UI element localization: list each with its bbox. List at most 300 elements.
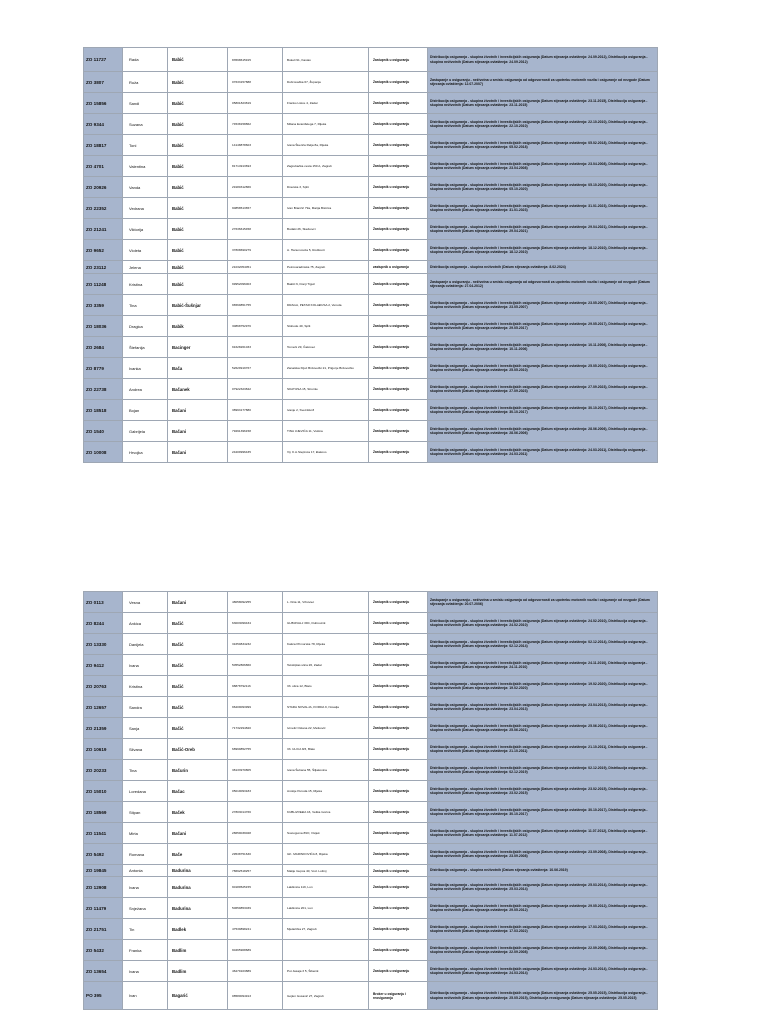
row-role: Zastupnik u osiguranju bbox=[369, 177, 428, 198]
row-id: ZO 13654 bbox=[84, 961, 123, 982]
row-last-name: Bačani bbox=[168, 400, 228, 421]
row-description bbox=[428, 93, 658, 114]
row-description-text: Distribucija osiguranja - skupina životnih i investicijskih osiguranja (Datum stjecanja ovlaštenja: 29.05.2017), Distribucija osiguranja - skupina neživotnih (Datum stjecanja ovlaštenja: 29.05.2017) bbox=[430, 321, 648, 330]
row-id: ZO 1540 bbox=[84, 421, 123, 442]
table-row bbox=[84, 844, 658, 865]
row-id: ZO 3807 bbox=[84, 72, 123, 93]
row-role: Zastupnik u osiguranju bbox=[369, 802, 428, 823]
row-oib: 07922323842 bbox=[228, 379, 283, 400]
row-description-text: Distribucija osiguranja - skupina životnih i investicijskih osiguranja (Datum stjecanja ovlaštenja: 19.02.2020), Distribucija osiguranja - skupina neživotnih (Datum stjecanja ovlaštenja: 19.02.2020) bbox=[430, 681, 648, 690]
table-row bbox=[84, 274, 658, 295]
row-first-name: Jelena bbox=[123, 261, 168, 274]
row-address: Tomerk 29, Čakovec bbox=[283, 337, 369, 358]
row-description bbox=[428, 337, 658, 358]
row-id: ZO 18036 bbox=[84, 316, 123, 337]
table-row bbox=[84, 760, 658, 781]
row-role: Zastupnik u osiguranju bbox=[369, 592, 428, 613]
row-description bbox=[428, 421, 658, 442]
row-description bbox=[428, 940, 658, 961]
row-oib: 27803014766 bbox=[228, 802, 283, 823]
row-address: Zagrebačka cesta 150 A, Zagreb bbox=[283, 156, 369, 177]
row-address: STARA NOVALJA, KORDA 9, Novalja bbox=[283, 697, 369, 718]
table-row bbox=[84, 135, 658, 156]
row-role: Zastupnik u osiguranju bbox=[369, 781, 428, 802]
row-description bbox=[428, 982, 658, 1010]
row-oib: 48058092255 bbox=[228, 592, 283, 613]
table-row bbox=[84, 940, 658, 961]
row-oib: 96209093999 bbox=[228, 697, 283, 718]
row-last-name: Bacinger bbox=[168, 337, 228, 358]
row-last-name: Bačani bbox=[168, 442, 228, 463]
table-row bbox=[84, 877, 658, 898]
table-row bbox=[84, 72, 658, 93]
row-role: Zastupnik u osiguranju bbox=[369, 48, 428, 72]
row-first-name: Ivana bbox=[123, 655, 168, 676]
row-description-text: Distribucija osiguranja - skupina životnih i investicijskih osiguranja (Datum stjecanja ovlaštenja: 18.12.2010), Distribucija osiguranja - skupina neživotnih (Datum stjecanja ovlaštenja: 18.12.2010) bbox=[430, 245, 648, 254]
row-last-name: Badurina bbox=[168, 877, 228, 898]
table-row bbox=[84, 316, 658, 337]
row-role: Zastupnik u osiguranju bbox=[369, 718, 428, 739]
row-role: Zastupnik u osiguranju bbox=[369, 316, 428, 337]
row-description bbox=[428, 781, 658, 802]
row-id: ZO 19845 bbox=[84, 865, 123, 877]
row-last-name: Babić bbox=[168, 72, 228, 93]
row-first-name: Silvana bbox=[123, 739, 168, 760]
row-address: Tekstiplas ulica 26, Zadar bbox=[283, 655, 369, 676]
row-role: Zastupnik u osiguranju bbox=[369, 135, 428, 156]
row-description bbox=[428, 592, 658, 613]
table-row bbox=[84, 400, 658, 421]
row-role: Zastupnik u osiguranju bbox=[369, 940, 428, 961]
row-id: ZO 11479 bbox=[84, 898, 123, 919]
row-role: Zastupnik u osiguranju bbox=[369, 655, 428, 676]
row-oib: 30868752976 bbox=[228, 316, 283, 337]
row-description-text: Distribucija osiguranja - skupina neživotnih (Datum stjecanja ovlaštenja: 8.02.2024) bbox=[430, 264, 566, 269]
row-first-name: Kristina bbox=[123, 274, 168, 295]
row-first-name: Antonia bbox=[123, 865, 168, 877]
row-oib: 52629919767 bbox=[228, 358, 283, 379]
table-row bbox=[84, 919, 658, 940]
row-role: Zastupnik u osiguranju bbox=[369, 240, 428, 261]
row-last-name: Baček bbox=[168, 802, 228, 823]
row-oib: 99952096003 bbox=[228, 274, 283, 295]
row-description bbox=[428, 613, 658, 634]
row-role: Zastupnik u osiguranju bbox=[369, 421, 428, 442]
row-description bbox=[428, 261, 658, 274]
row-id: ZO 9344 bbox=[84, 114, 123, 135]
row-first-name: Mirta bbox=[123, 823, 168, 844]
row-last-name: Badurina bbox=[168, 865, 228, 877]
row-address: Lakšinica 201, Lun bbox=[283, 898, 369, 919]
row-oib: 29538751630 bbox=[228, 844, 283, 865]
table-row bbox=[84, 898, 658, 919]
row-role: Zastupnik u osiguranju bbox=[369, 844, 428, 865]
row-role: Zastupnik u osiguranju bbox=[369, 295, 428, 316]
row-first-name: Suzana bbox=[123, 114, 168, 135]
row-description bbox=[428, 156, 658, 177]
row-last-name: Babić bbox=[168, 198, 228, 219]
row-last-name: Babić bbox=[168, 156, 228, 177]
row-last-name: Bačić bbox=[168, 634, 228, 655]
row-description-text: Distribucija osiguranja - skupina životnih i investicijskih osiguranja (Datum stjecanja ovlaštenja: 25.05.2015), Distribucija osiguranja - skupina neživotnih (Datum stjecanja ovlaštenja: 25.05.2015), Distribucija reosiguranja (Datum stjecanja ovlaštenja: 25.05.2015) bbox=[430, 991, 648, 1000]
row-role: Zastupnik u osiguranju bbox=[369, 379, 428, 400]
register-page-2 bbox=[83, 591, 657, 1010]
row-first-name: Toni bbox=[123, 135, 168, 156]
row-address: Ivan Brančić 79a, Marija Bistrica bbox=[283, 198, 369, 219]
row-last-name: Babić bbox=[168, 48, 228, 72]
row-description bbox=[428, 219, 658, 240]
row-address: Ivana Škerića Relja 8a, Rijeka bbox=[283, 135, 369, 156]
row-id: ZO 18817 bbox=[84, 135, 123, 156]
row-role: Zastupnik u osiguranju bbox=[369, 156, 428, 177]
row-last-name: Bačić bbox=[168, 676, 228, 697]
row-last-name: Bačić bbox=[168, 613, 228, 634]
row-id: ZO 8779 bbox=[84, 358, 123, 379]
row-description bbox=[428, 961, 658, 982]
row-address: KUBLIZVEĐA 16, Velika Gorica bbox=[283, 802, 369, 823]
row-first-name: Ankica bbox=[123, 613, 168, 634]
row-id: ZO 21241 bbox=[84, 219, 123, 240]
row-id: PO 395 bbox=[84, 982, 123, 1010]
row-description bbox=[428, 72, 658, 93]
row-role: Zastupnik u osiguranju bbox=[369, 400, 428, 421]
row-address: Budaki 26, Slavkovci bbox=[283, 219, 369, 240]
row-oib: 50659853039 bbox=[228, 898, 283, 919]
row-description bbox=[428, 177, 658, 198]
row-id: ZO 10008 bbox=[84, 442, 123, 463]
row-description bbox=[428, 844, 658, 865]
row-first-name: Rada bbox=[123, 48, 168, 72]
row-role: Zastupnik u osiguranju bbox=[369, 114, 428, 135]
table-row bbox=[84, 295, 658, 316]
row-id: ZO 3359 bbox=[84, 295, 123, 316]
row-id: ZO 13330 bbox=[84, 634, 123, 655]
row-id: ZO 9412 bbox=[84, 655, 123, 676]
row-first-name: Ivana bbox=[123, 961, 168, 982]
row-description-text: Distribucija osiguranja - skupina životnih i investicijskih osiguranja (Datum stjecanja ovlaštenja: 24.03.2014), Distribucija osiguranja - skupina neživotnih (Datum stjecanja ovlaštenja: 24.03.2014) bbox=[430, 966, 648, 975]
row-description bbox=[428, 760, 658, 781]
row-description bbox=[428, 802, 658, 823]
row-oib: 68999852755 bbox=[228, 739, 283, 760]
register-table-body bbox=[84, 48, 658, 463]
row-role: Zastupnik u osiguranju bbox=[369, 823, 428, 844]
row-description-text: Distribucija osiguranja - skupina životnih i investicijskih osiguranja (Datum stjecanja ovlaštenja: 23.05.2007), Distribucija osiguranja - skupina neživotnih (Datum stjecanja ovlaštenja: 23.05.2007) bbox=[430, 300, 648, 309]
row-id: ZO 0113 bbox=[84, 592, 123, 613]
row-oib: 07633157888 bbox=[228, 72, 283, 93]
row-role: Zastupnik u osiguranju bbox=[369, 634, 428, 655]
row-oib: 63003099434 bbox=[228, 613, 283, 634]
row-first-name: Violeta bbox=[123, 240, 168, 261]
table-row bbox=[84, 961, 658, 982]
row-last-name: Babić bbox=[168, 114, 228, 135]
table-row bbox=[84, 240, 658, 261]
table-row bbox=[84, 739, 658, 760]
row-last-name: Badurina bbox=[168, 898, 228, 919]
table-row bbox=[84, 219, 658, 240]
row-description-text: Distribucija osiguranja - skupina životnih i investicijskih osiguranja (Datum stjecanja ovlaštenja: 30.10.2017), Distribucija osiguranja - skupina neživotnih (Datum stjecanja ovlaštenja: 30.10.2017) bbox=[430, 405, 648, 414]
row-oib: 47539898241 bbox=[228, 919, 283, 940]
row-id: ZO 22352 bbox=[84, 198, 123, 219]
row-address: Dravska 3, Split bbox=[283, 177, 369, 198]
register-table-2 bbox=[83, 591, 658, 1010]
table-row bbox=[84, 198, 658, 219]
row-role: Zastupnik u osiguranju bbox=[369, 358, 428, 379]
row-address: A. Hanumovića 5, Rodilovci bbox=[283, 240, 369, 261]
row-address bbox=[283, 940, 369, 961]
row-last-name: Babić bbox=[168, 93, 228, 114]
row-first-name: Franka bbox=[123, 940, 168, 961]
row-oib: 29180312866 bbox=[228, 177, 283, 198]
row-address: Lakšinica 119, Lun bbox=[283, 877, 369, 898]
table-row bbox=[84, 379, 658, 400]
row-description bbox=[428, 739, 658, 760]
table-row bbox=[84, 156, 658, 177]
table-row bbox=[84, 697, 658, 718]
row-first-name: Bojan bbox=[123, 400, 168, 421]
row-last-name: Bačić bbox=[168, 697, 228, 718]
row-first-name: Kristina bbox=[123, 676, 168, 697]
row-oib: 28659039028 bbox=[228, 823, 283, 844]
row-description bbox=[428, 316, 658, 337]
row-description-text: Distribucija osiguranja - skupina životnih i investicijskih osiguranja (Datum stjecanja ovlaštenja: 23.04.2008), Distribucija osiguranja - skupina neživotnih (Datum stjecanja ovlaštenja: 23.04.2008) bbox=[430, 161, 648, 170]
row-first-name: Ivana bbox=[123, 877, 168, 898]
row-id: ZO 12908 bbox=[84, 877, 123, 898]
row-description-text: Distribucija osiguranja - skupina neživotnih (Datum stjecanja ovlaštenja: 10.06.2019) bbox=[430, 868, 568, 873]
row-oib: 27636615458 bbox=[228, 219, 283, 240]
row-description-text: Distribucija osiguranja - skupina životnih i investicijskih osiguranja (Datum stjecanja ovlaštenja: 02.12.2019), Distribucija osiguranja - skupina neživotnih (Datum stjecanja ovlaštenja: 02.12.2019) bbox=[430, 765, 648, 774]
row-description-text: Distribucija osiguranja - skupina životnih i investicijskih osiguranja (Datum stjecanja ovlaštenja: 25.05.2010), Distribucija osiguranja - skupina neživotnih (Datum stjecanja ovlaštenja: 25.05.2010) bbox=[430, 363, 648, 372]
row-id: ZO 20763 bbox=[84, 676, 123, 697]
row-description bbox=[428, 400, 658, 421]
row-last-name: Bagarić bbox=[168, 982, 228, 1010]
row-last-name: Babić-Šušnjar bbox=[168, 295, 228, 316]
row-address: Put Jasaja 3 5, Šibenik bbox=[283, 961, 369, 982]
row-description-text: Zastupanje u osiguranju - neživotna u smislu osiguranja od odgovornosti za upotrebu motornih vozila i osiguranje od nezgode (Datum stjecanja ovlaštenja: 27.04.2012) bbox=[430, 279, 650, 288]
row-address: 33. ulica 12, Blato bbox=[283, 676, 369, 697]
row-id: ZO 11541 bbox=[84, 823, 123, 844]
row-id: ZO 10619 bbox=[84, 739, 123, 760]
row-first-name: Tina bbox=[123, 295, 168, 316]
row-role: Zastupnik u osiguranju bbox=[369, 760, 428, 781]
row-last-name: Bačani bbox=[168, 823, 228, 844]
row-description bbox=[428, 655, 658, 676]
row-description bbox=[428, 295, 658, 316]
row-oib: 46279103889 bbox=[228, 961, 283, 982]
row-oib: 81714913693 bbox=[228, 156, 283, 177]
row-oib: 78692518257 bbox=[228, 865, 283, 877]
row-first-name: Gabrijela bbox=[123, 421, 168, 442]
row-first-name: Ivanka bbox=[123, 358, 168, 379]
row-oib: 21032054051 bbox=[228, 261, 283, 274]
row-last-name: Bače bbox=[168, 844, 228, 865]
row-first-name: Sanja bbox=[123, 718, 168, 739]
table-row bbox=[84, 421, 658, 442]
row-address: Slobode 40, Split bbox=[283, 316, 369, 337]
row-oib: 05801823819 bbox=[228, 93, 283, 114]
row-description-text: Zastupanje u osiguranju - neživotna u smislu osiguranja od odgovornosti za upotrebu motornih vozila i osiguranje od nezgode (Datum stjecanja ovlaštenja: 12.07.2007) bbox=[430, 77, 650, 86]
row-description bbox=[428, 919, 658, 940]
row-description-text: Zastupanje u osiguranju - neživotna u smislu osiguranja od odgovornosti za upotrebu motornih vozila i osiguranje od nezgode (Datum stjecanja ovlaštenja: 20.07.2006) bbox=[430, 597, 650, 606]
row-description-text: Distribucija osiguranja - skupina životnih i investicijskih osiguranja (Datum stjecanja ovlaštenja: 17.03.2022), Distribucija osiguranja - skupina neživotnih (Datum stjecanja ovlaštenja: 17.03.2022) bbox=[430, 924, 648, 933]
row-role: Zastupnik u osiguranju bbox=[369, 865, 428, 877]
table-row bbox=[84, 442, 658, 463]
row-first-name: Dragica bbox=[123, 316, 168, 337]
table-row bbox=[84, 802, 658, 823]
row-role: Zastupnik u osiguranju bbox=[369, 877, 428, 898]
row-description bbox=[428, 697, 658, 718]
row-description-text: Distribucija osiguranja - skupina životnih i investicijskih osiguranja (Datum stjecanja ovlaštenja: 27.09.2023), Distribucija osiguranja - skupina neživotnih (Datum stjecanja ovlaštenja: 27.09.2023) bbox=[430, 384, 648, 393]
row-first-name: Hrvojka bbox=[123, 442, 168, 463]
row-description bbox=[428, 198, 658, 219]
row-role: zastupnik u osiguranju bbox=[369, 261, 428, 274]
row-last-name: Bačanek bbox=[168, 379, 228, 400]
row-role: Zastupnik u osiguranju bbox=[369, 676, 428, 697]
row-address: Ivana Šubana 55, Šiljakovina bbox=[283, 760, 369, 781]
row-first-name: Valentina bbox=[123, 156, 168, 177]
row-description bbox=[428, 823, 658, 844]
table-row bbox=[84, 613, 658, 634]
row-description-text: Distribucija osiguranja - skupina životnih i investicijskih osiguranja (Datum stjecanja ovlaštenja: 31.01.2023), Distribucija osiguranja - skupina neživotnih (Datum stjecanja ovlaštenja: 31.01.2023) bbox=[430, 203, 648, 212]
row-id: ZO 18569 bbox=[84, 802, 123, 823]
row-address: TINA UJEVIĆA 11, Vukina bbox=[283, 421, 369, 442]
row-description-text: Distribucija osiguranja - skupina životnih i investicijskih osiguranja (Datum stjecanja ovlaštenja: 24.09.2012), Distribucija osiguranja - skupina neživotnih (Datum stjecanja ovlaštenja: 24.09.2012) bbox=[430, 55, 648, 64]
row-last-name: Babić bbox=[168, 219, 228, 240]
row-id: ZO 9652 bbox=[84, 240, 123, 261]
row-first-name: Sandra bbox=[123, 697, 168, 718]
row-id: ZO 12657 bbox=[84, 697, 123, 718]
row-description bbox=[428, 240, 658, 261]
row-id: ZO 18518 bbox=[84, 400, 123, 421]
row-role: Zastupnik u osiguranju bbox=[369, 72, 428, 93]
row-id: ZO 15010 bbox=[84, 781, 123, 802]
row-address: GUBIJVALJ 39C, Dubrovnik bbox=[283, 613, 369, 634]
row-address: Ivmelić Oslana 22, Metković bbox=[283, 718, 369, 739]
row-role: Zastupnik u osiguranju bbox=[369, 919, 428, 940]
row-oib: 90189525155 bbox=[228, 877, 283, 898]
row-description-text: Distribucija osiguranja - skupina životnih i investicijskih osiguranja (Datum stjecanja ovlaštenja: 22.10.2010), Distribucija osiguranja - skupina neživotnih (Datum stjecanja ovlaštenja: 22.10.2010) bbox=[430, 119, 648, 128]
row-description bbox=[428, 358, 658, 379]
row-description bbox=[428, 865, 658, 877]
row-last-name: Bačac bbox=[168, 781, 228, 802]
row-first-name: Danijela bbox=[123, 634, 168, 655]
row-role: Zastupnik u osiguranju bbox=[369, 697, 428, 718]
row-description-text: Distribucija osiguranja - skupina životnih i investicijskih osiguranja (Datum stjecanja ovlaštenja: 29.04.2021), Distribucija osiguranja - skupina neživotnih (Datum stjecanja ovlaštenja: 29.04.2021) bbox=[430, 224, 648, 233]
row-oib: 79291396158 bbox=[228, 421, 283, 442]
row-oib: 96569851755 bbox=[228, 295, 283, 316]
row-role: Zastupnik u osiguranju bbox=[369, 93, 428, 114]
row-last-name: Babić bbox=[168, 177, 228, 198]
row-id: ZO 21751 bbox=[84, 919, 123, 940]
row-first-name: Stipan bbox=[123, 802, 168, 823]
row-address: Franko Lisice 4, Zadar bbox=[283, 93, 369, 114]
row-description-text: Distribucija osiguranja - skupina životnih i investicijskih osiguranja (Datum stjecanja ovlaštenja: 22.09.2008), Distribucija osiguranja - skupina neživotnih (Datum stjecanja ovlaštenja: 22.09.2008) bbox=[430, 945, 648, 954]
row-last-name: Babić bbox=[168, 261, 228, 274]
row-first-name: Romana bbox=[123, 844, 168, 865]
row-id: ZO 15856 bbox=[84, 93, 123, 114]
row-address: DRAGA, PETAR KOLAĐUSA 2, Veruda bbox=[283, 295, 369, 316]
row-role: Zastupnik u osiguranju bbox=[369, 337, 428, 358]
table-row bbox=[84, 634, 658, 655]
row-description bbox=[428, 379, 658, 400]
row-description-text: Distribucija osiguranja - skupina životnih i investicijskih osiguranja (Datum stjecanja ovlaštenja: 23.04.2013), Distribucija osiguranja - skupina neživotnih (Datum stjecanja ovlaštenja: 23.04.2013) bbox=[430, 702, 648, 711]
row-description-text: Distribucija osiguranja - skupina životnih i investicijskih osiguranja (Datum stjecanja ovlaštenja: 05.10.2020), Distribucija osiguranja - skupina neživotnih (Datum stjecanja ovlaštenja: 05.10.2020) bbox=[430, 182, 648, 191]
row-description bbox=[428, 718, 658, 739]
row-last-name: Bača bbox=[168, 358, 228, 379]
row-first-name: Vesna bbox=[123, 592, 168, 613]
row-id: ZO 23112 bbox=[84, 261, 123, 274]
row-role: Broker u osiguranju i reosiguranju bbox=[369, 982, 428, 1010]
register-table-1 bbox=[83, 47, 658, 463]
row-id: ZO 5492 bbox=[84, 844, 123, 865]
row-first-name: Snježana bbox=[123, 898, 168, 919]
register-page-1 bbox=[83, 47, 657, 463]
table-row bbox=[84, 655, 658, 676]
row-id: ZO 5432 bbox=[84, 940, 123, 961]
row-first-name: Tin bbox=[123, 919, 168, 940]
row-role: Zastupnik u osiguranju bbox=[369, 219, 428, 240]
table-row bbox=[84, 781, 658, 802]
row-description-text: Distribucija osiguranja - skupina životnih i investicijskih osiguranja (Datum stjecanja ovlaštenja: 25.03.2014), Distribucija osiguranja - skupina neživotnih (Datum stjecanja ovlaštenja: 25.03.2014) bbox=[430, 882, 648, 891]
row-last-name: Babik bbox=[168, 316, 228, 337]
row-oib: 05019093183 bbox=[228, 781, 283, 802]
row-id: ZO 4701 bbox=[84, 156, 123, 177]
row-role: Zastupnik u osiguranju bbox=[369, 198, 428, 219]
row-address: Ivanje 2, Sveti Đurđ bbox=[283, 400, 369, 421]
row-address: Bakići 6, Donji Tiguri bbox=[283, 274, 369, 295]
row-role: Zastupnik u osiguranju bbox=[369, 898, 428, 919]
row-last-name: Badlim bbox=[168, 961, 228, 982]
row-role: Zastupnik u osiguranju bbox=[369, 961, 428, 982]
row-oib: 71732294820 bbox=[228, 718, 283, 739]
row-address: Gojlen Gusavić 27, Zagreb bbox=[283, 982, 369, 1010]
table-row bbox=[84, 982, 658, 1010]
row-address: Milana Evanđelega 7, Rijeka bbox=[283, 114, 369, 135]
row-description bbox=[428, 676, 658, 697]
row-last-name: Bačić-Oreb bbox=[168, 739, 228, 760]
table-row bbox=[84, 592, 658, 613]
row-first-name: Vedrana bbox=[123, 198, 168, 219]
table-row bbox=[84, 865, 658, 877]
table-row bbox=[84, 718, 658, 739]
row-first-name: Štefanija bbox=[123, 337, 168, 358]
row-first-name: Ivan bbox=[123, 982, 168, 1010]
row-last-name: Babić bbox=[168, 135, 228, 156]
table-row bbox=[84, 48, 658, 72]
row-oib: 74538158862 bbox=[228, 114, 283, 135]
row-first-name: Viktorija bbox=[123, 219, 168, 240]
row-description-text: Distribucija osiguranja - skupina životnih i investicijskih osiguranja (Datum stjecanja ovlaštenja: 25.06.2021), Distribucija osiguranja - skupina neživotnih (Datum stjecanja ovlaštenja: 25.06.2021) bbox=[430, 723, 648, 732]
row-first-name: Sandi bbox=[123, 93, 168, 114]
row-last-name: Badlek bbox=[168, 919, 228, 940]
row-address: Petrovaradinska 75, Zagreb bbox=[283, 261, 369, 274]
table-row bbox=[84, 114, 658, 135]
row-id: ZO 22738 bbox=[84, 379, 123, 400]
row-first-name: Ruža bbox=[123, 72, 168, 93]
table-row bbox=[84, 676, 658, 697]
row-description-text: Distribucija osiguranja - skupina životnih i investicijskih osiguranja (Datum stjecanja ovlaštenja: 23.02.2015), Distribucija osiguranja - skupina neživotnih (Datum stjecanja ovlaštenja: 23.02.2015) bbox=[430, 786, 648, 795]
row-last-name: Badlim bbox=[168, 940, 228, 961]
row-description-text: Distribucija osiguranja - skupina životnih i investicijskih osiguranja (Datum stjecanja ovlaštenja: 24.02.2010), Distribucija osiguranja - skupina neživotnih (Datum stjecanja ovlaštenja: 24.02.2010) bbox=[430, 618, 648, 627]
row-address: L. Kiša 11, Vrboviec bbox=[283, 592, 369, 613]
table-row bbox=[84, 823, 658, 844]
row-description-text: Distribucija osiguranja - skupina životnih i investicijskih osiguranja (Datum stjecanja ovlaštenja: 10.11.2006), Distribucija osiguranja - skupina neživotnih (Datum stjecanja ovlaštenja: 10.11.2006) bbox=[430, 342, 648, 351]
row-first-name: Andrea bbox=[123, 379, 168, 400]
row-description bbox=[428, 898, 658, 919]
row-last-name: Bačić bbox=[168, 718, 228, 739]
row-oib: 90465908689 bbox=[228, 940, 283, 961]
row-address: SKATIJSA 15, Strumle bbox=[283, 379, 369, 400]
row-address: Vij. K.A.Stepinca 17, Đakovo bbox=[283, 442, 369, 463]
